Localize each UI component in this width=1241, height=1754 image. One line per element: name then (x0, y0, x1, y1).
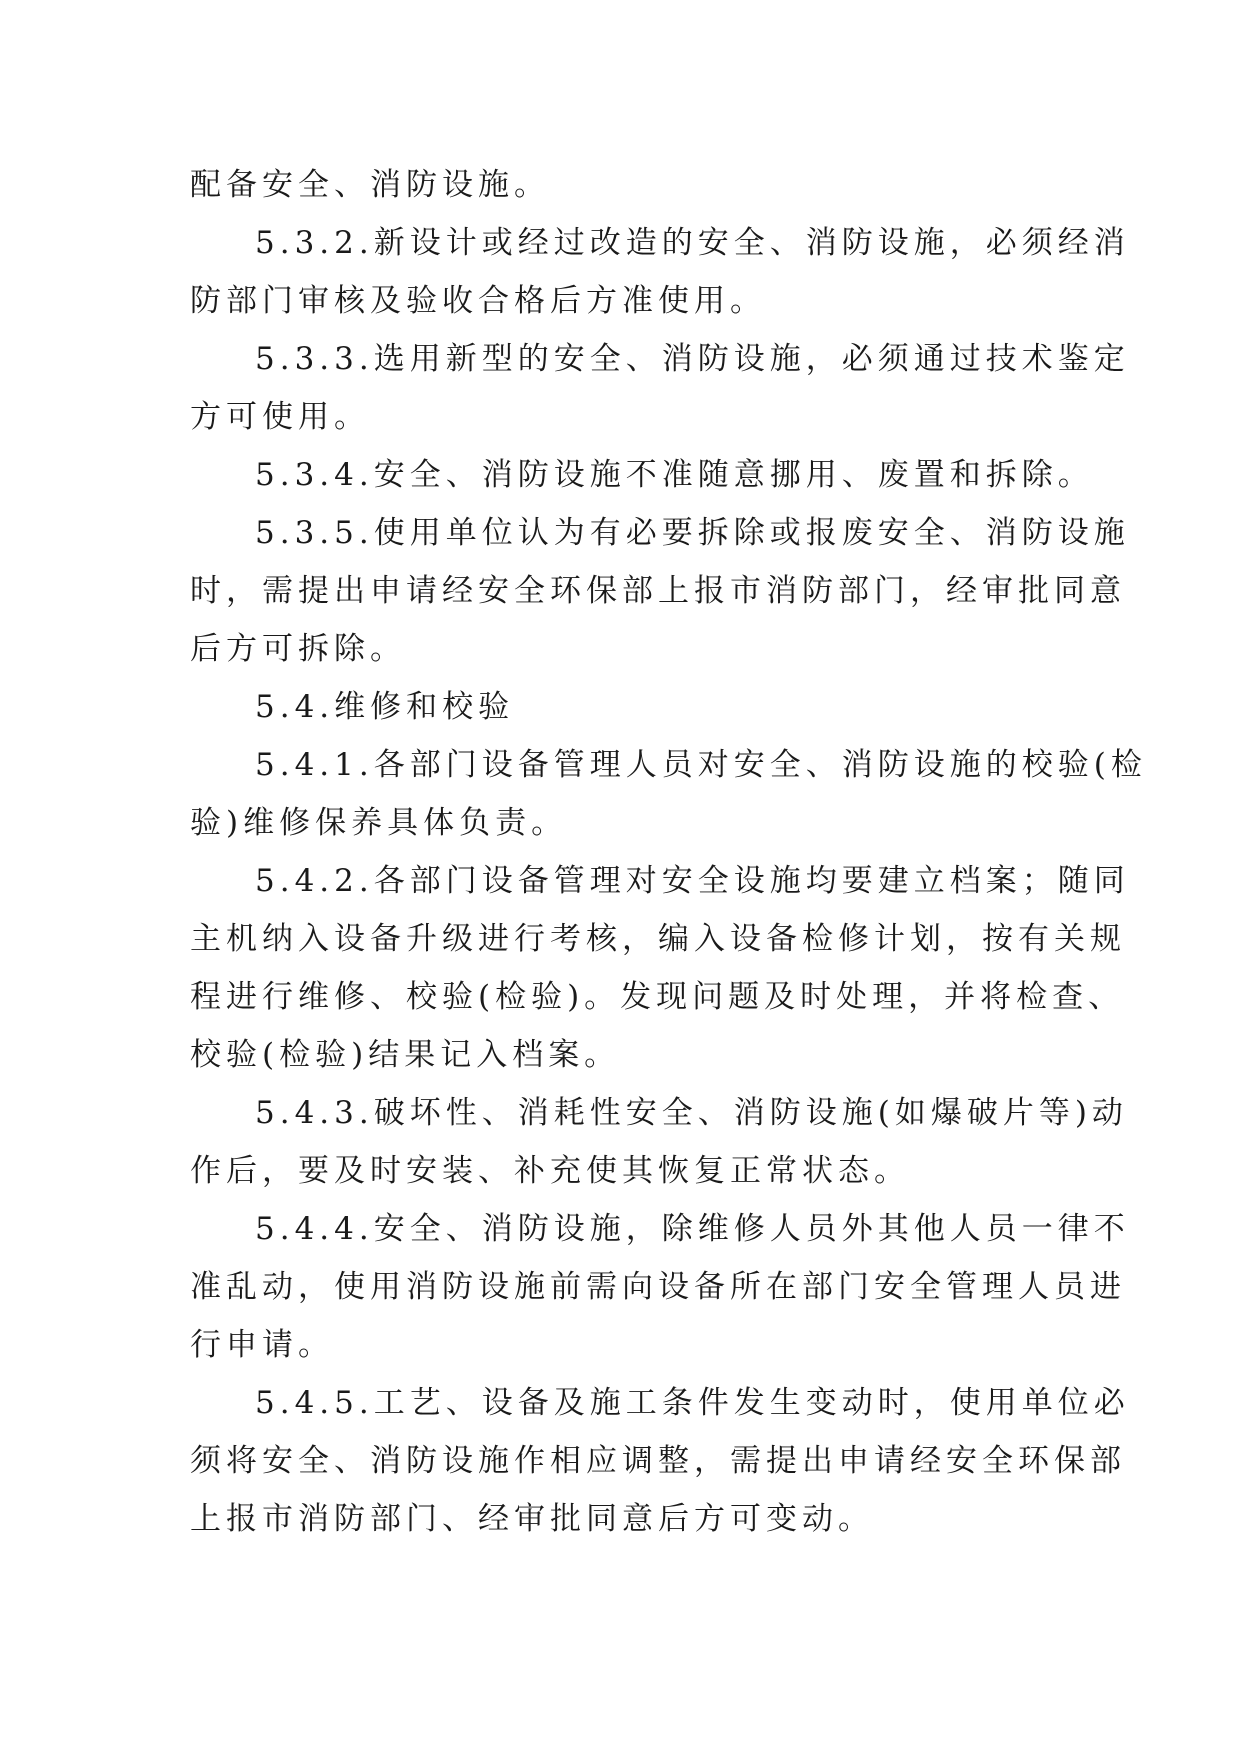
section-heading-5-4: 5.4.维修和校验 (255, 689, 515, 725)
text-line: 后方可拆除。 (190, 631, 406, 667)
text-line: 作后，要及时安装、补充使其恢复正常状态。 (190, 1153, 910, 1189)
document-body (190, 156, 1147, 1548)
text-line: 时，需提出申请经安全环保部上报市消防部门，经审批同意 (190, 573, 1126, 609)
text-line: 配备安全、消防设施。 (190, 167, 550, 203)
text-line: 校验(检验)结果记入档案。 (190, 1037, 621, 1073)
clause-5-3-4: 5.3.4.安全、消防设施不准随意挪用、废置和拆除。 (255, 457, 1094, 493)
clause-5-3-5: 5.3.5.使用单位认为有必要拆除或报废安全、消防设施 (255, 515, 1130, 551)
text-line: 须将安全、消防设施作相应调整，需提出申请经安全环保部 (190, 1443, 1126, 1479)
clause-5-3-3: 5.3.3.选用新型的安全、消防设施，必须通过技术鉴定 (255, 341, 1130, 377)
text-line: 行申请。 (190, 1327, 334, 1363)
clause-5-4-3: 5.4.3.破坏性、消耗性安全、消防设施(如爆破片等)动 (255, 1095, 1128, 1131)
text-line: 方可使用。 (190, 399, 370, 435)
text-line: 程进行维修、校验(检验)。发现问题及时处理，并将检查、 (190, 979, 1125, 1015)
text-line: 上报市消防部门、经审批同意后方可变动。 (190, 1501, 874, 1537)
clause-5-4-5: 5.4.5.工艺、设备及施工条件发生变动时，使用单位必 (255, 1385, 1130, 1421)
text-line: 主机纳入设备升级进行考核，编入设备检修计划，按有关规 (190, 921, 1126, 957)
clause-5-4-1: 5.4.1.各部门设备管理人员对安全、消防设施的校验(检 (255, 747, 1147, 783)
text-line: 验)维修保养具体负责。 (190, 805, 568, 841)
text-line: 准乱动，使用消防设施前需向设备所在部门安全管理人员进 (190, 1269, 1126, 1305)
clause-5-3-2: 5.3.2.新设计或经过改造的安全、消防设施，必须经消 (255, 225, 1130, 261)
clause-5-4-2: 5.4.2.各部门设备管理对安全设施均要建立档案；随同 (255, 863, 1130, 899)
text-line: 防部门审核及验收合格后方准使用。 (190, 283, 766, 319)
clause-5-4-4: 5.4.4.安全、消防设施，除维修人员外其他人员一律不 (255, 1211, 1130, 1247)
